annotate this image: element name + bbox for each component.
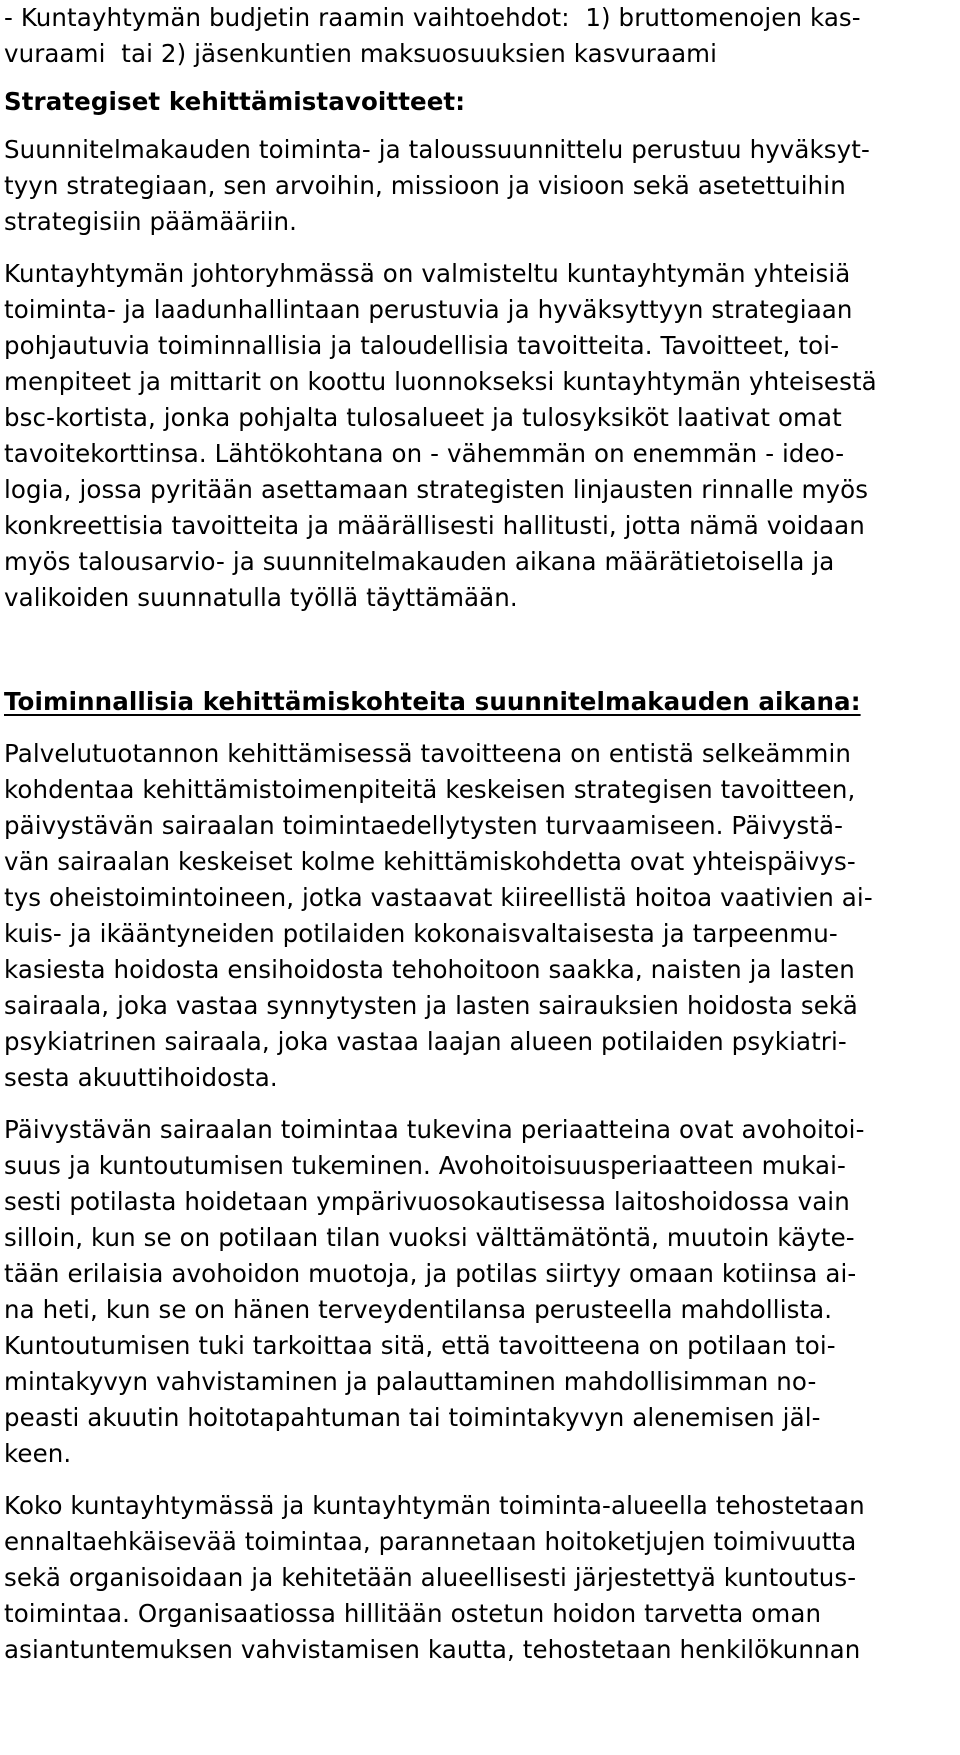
text-line: vän sairaalan keskeiset kolme kehittämiskohdetta ovat yhteispäivys- (4, 847, 856, 876)
budget-options-paragraph (4, 0, 956, 72)
text-line: mintakyvyn vahvistaminen ja palauttaminen mahdollisimman no- (4, 1367, 817, 1396)
text-line: - Kuntayhtymän budjetin raamin vaihtoehdot: 1) bruttomenojen kas- (4, 3, 861, 32)
text-line: bsc-kortista, jonka pohjalta tulosalueet ja tulosyksiköt laativat omat (4, 403, 842, 432)
text-line: Kuntayhtymän johtoryhmässä on valmisteltu kuntayhtymän yhteisiä (4, 259, 851, 288)
strategic-heading: Strategiset kehittämistavoitteet: (4, 87, 466, 116)
text-line: strategisiin päämääriin. (4, 207, 298, 236)
text-line: logia, jossa pyritään asettamaan strategisten linjausten rinnalle myös (4, 475, 869, 504)
text-line: ennaltaehkäisevää toimintaa, parannetaan hoitoketjujen toimivuutta (4, 1527, 857, 1556)
text-line: tyyn strategiaan, sen arvoihin, missioon ja visioon sekä asetettuihin (4, 171, 846, 200)
text-line: tys oheistoimintoineen, jotka vastaavat kiireellistä hoitoa vaativien ai- (4, 883, 873, 912)
strategic-paragraph-2 (4, 256, 956, 616)
text-line: pohjautuvia toiminnallisia ja taloudellisia tavoitteita. Tavoitteet, toi- (4, 331, 840, 360)
text-line: sairaala, joka vastaa synnytysten ja lasten sairauksien hoidosta sekä (4, 991, 858, 1020)
text-line: asiantuntemuksen vahvistamisen kautta, tehostetaan henkilökunnan (4, 1635, 861, 1664)
text-line: päivystävän sairaalan toimintaedellytysten turvaamiseen. Päivystä- (4, 811, 844, 840)
text-line: Päivystävän sairaalan toimintaa tukevina periaatteina ovat avohoitoi- (4, 1115, 865, 1144)
text-line: suus ja kuntoutumisen tukeminen. Avohoitoisuusperiaatteen mukai- (4, 1151, 846, 1180)
text-line: silloin, kun se on potilaan tilan vuoksi välttämätöntä, muutoin käyte- (4, 1223, 855, 1252)
text-line: myös talousarvio- ja suunnitelmakauden aikana määrätietoisella ja (4, 547, 835, 576)
operational-heading: Toiminnallisia kehittämiskohteita suunnitelmakauden aikana: (4, 687, 861, 716)
text-line: peasti akuutin hoitotapahtuman tai toimintakyvyn alenemisen jäl- (4, 1403, 821, 1432)
strategic-paragraph-1 (4, 132, 956, 240)
text-line: keen. (4, 1439, 72, 1468)
text-line: sesti potilasta hoidetaan ympärivuosokautisessa laitoshoidossa vain (4, 1187, 850, 1216)
text-line: menpiteet ja mittarit on koottu luonnokseksi kuntayhtymän yhteisestä (4, 367, 877, 396)
text-line: sesta akuuttihoidosta. (4, 1063, 278, 1092)
text-line: Suunnitelmakauden toiminta- ja taloussuunnittelu perustuu hyväksyt- (4, 135, 870, 164)
text-line: kohdentaa kehittämistoimenpiteitä keskeisen strategisen tavoitteen, (4, 775, 856, 804)
document-page (4, 0, 956, 1668)
text-line: psykiatrinen sairaala, joka vastaa laajan alueen potilaiden psykiatri- (4, 1027, 847, 1056)
text-line: toiminta- ja laadunhallintaan perustuvia ja hyväksyttyyn strategiaan (4, 295, 853, 324)
text-line: kasiesta hoidosta ensihoidosta tehohoitoon saakka, naisten ja lasten (4, 955, 855, 984)
text-line: Koko kuntayhtymässä ja kuntayhtymän toiminta-alueella tehostetaan (4, 1491, 865, 1520)
operational-paragraph-2 (4, 1112, 956, 1472)
text-line: tavoitekorttinsa. Lähtökohtana on - vähemmän on enemmän - ideo- (4, 439, 845, 468)
text-line: vuraami tai 2) jäsenkuntien maksuosuuksien kasvuraami (4, 39, 718, 68)
text-line: valikoiden suunnatulla työllä täyttämään. (4, 583, 518, 612)
text-line: Palvelutuotannon kehittämisessä tavoitteena on entistä selkeämmin (4, 739, 852, 768)
text-line: sekä organisoidaan ja kehitetään alueellisesti järjestettyä kuntoutus- (4, 1563, 857, 1592)
operational-paragraph-1 (4, 736, 956, 1096)
text-line: toimintaa. Organisaatiossa hillitään ostetun hoidon tarvetta oman (4, 1599, 822, 1628)
text-line: kuis- ja ikääntyneiden potilaiden kokonaisvaltaisesta ja tarpeenmu- (4, 919, 838, 948)
text-line: konkreettisia tavoitteita ja määrällisesti hallitusti, jotta nämä voidaan (4, 511, 865, 540)
text-line: na heti, kun se on hänen terveydentilansa perusteella mahdollista. (4, 1295, 833, 1324)
text-line: tään erilaisia avohoidon muotoja, ja potilas siirtyy omaan kotiinsa ai- (4, 1259, 857, 1288)
operational-paragraph-3 (4, 1488, 956, 1668)
text-line: Kuntoutumisen tuki tarkoittaa sitä, että tavoitteena on potilaan toi- (4, 1331, 836, 1360)
